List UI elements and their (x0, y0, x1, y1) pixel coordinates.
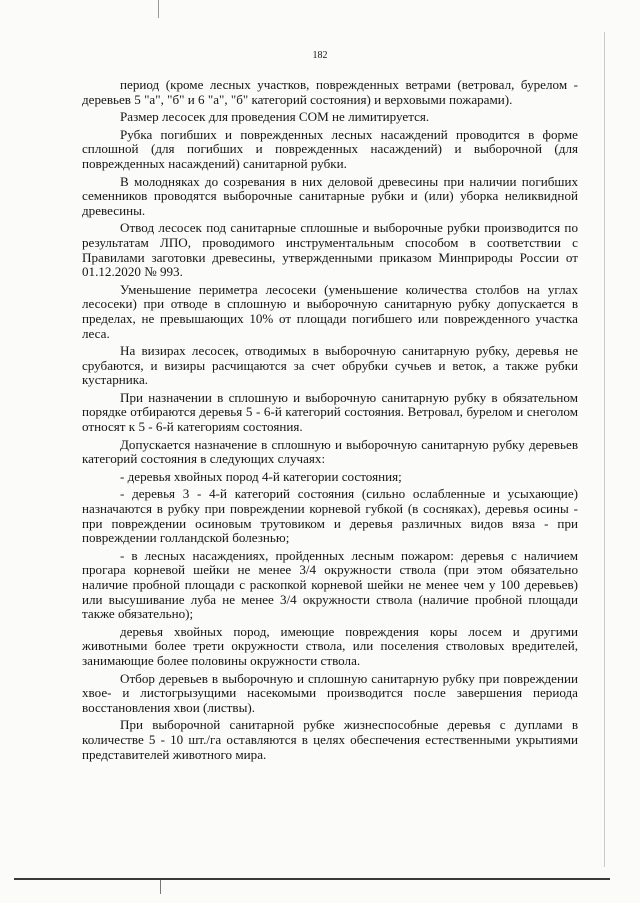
document-body (82, 78, 578, 765)
paragraph: Рубка погибших и поврежденных лесных насаждений проводится в форме сплошной (для погибших и поврежденных насаждений) и выборочной (для поврежденных насаждений) санитарной рубки. (82, 126, 578, 171)
paragraph: При выборочной санитарной рубке жизнеспособные деревья с дуплами в количестве 5 - 10 шт./га оставляются в целях обеспечения естественными укрытиями представителей животного мира. (82, 717, 578, 762)
list-item: - в лесных насаждениях, пройденных лесным пожаром: деревья с наличием прогара корневой шейки не менее 3/4 окружности ствола (при этом обязательно наличие пробной площади с раскопкой корневой шейки не менее чем у 100 деревьев) или высушивание луба не менее 3/4 окружности ствола (наличие пробной площади также обязательно); (82, 547, 578, 622)
scan-margin-line-right (604, 32, 605, 867)
list-item: - деревья хвойных пород 4-й категории состояния; (120, 468, 402, 484)
scan-margin-mark-bottom (160, 880, 161, 894)
paragraph: В молодняках до созревания в них деловой древесины при наличии погибших семенников проводятся выборочные санитарные рубки и (или) уборка неликвидной древесины. (82, 173, 578, 218)
paragraph: При назначении в сплошную и выборочную санитарную рубку в обязательном порядке отбираются деревья 5 - 6-й категорий состояния. Ветровал, бурелом и снеголом относят к 5 - 6-й категориям состояния. (82, 389, 578, 435)
paragraph: период (кроме лесных участков, поврежденных ветрами (ветровал, бурелом - деревьев 5 "а", "б" и 6 "а", "б" категорий состояния) и верховыми пожарами). (82, 77, 578, 107)
scan-bottom-edge-line (14, 878, 610, 880)
paragraph: Допускается назначение в сплошную и выборочную санитарную рубку деревьев категорий состояния в следующих случаях: (82, 436, 578, 467)
page-number: 182 (312, 50, 328, 61)
paragraph: Отвод лесосек под санитарные сплошные и выборочные рубки производится по результатам ЛПО, проводимого инструментальным способом в соответствии с Правилами заготовки древесины, утвержденными приказом Минприроды России от 01.12.2020 № 993. (82, 220, 578, 280)
paragraph: Размер лесосек для проведения СОМ не лимитируется. (120, 109, 430, 125)
paragraph: Отбор деревьев в выборочную и сплошную санитарную рубку при повреждении хвое- и листогрызущими насекомыми производится после завершения периода восстановления хвои (листвы). (82, 670, 578, 715)
list-item: - деревья 3 - 4-й категорий состояния (сильно ослабленные и усыхающие) назначаются в рубку при повреждении корневой губкой (в сосняках), деревья осины - при повреждении осиновым трутовиком и деревья различных видов вяза - при повреждении голландской болезнью; (82, 486, 578, 546)
list-item: деревья хвойных пород, имеющие повреждения коры лосем и другими животными более трети окружности ствола, или поселения стволовых вредителей, занимающие более половины окружности ствола. (82, 623, 578, 668)
paragraph: Уменьшение периметра лесосеки (уменьшение количества столбов на углах лесосеки) при отводе в сплошную и выборочную санитарную рубку допускается в пределах, не превышающих 10% от площади погибшего или поврежденного участка леса. (82, 281, 578, 341)
scan-margin-mark-top (158, 0, 159, 18)
paragraph: На визирах лесосек, отводимых в выборочную санитарную рубку, деревья не срубаются, и визиры расчищаются за счет обрубки сучьев и веток, а также рубки кустарника. (82, 343, 578, 388)
